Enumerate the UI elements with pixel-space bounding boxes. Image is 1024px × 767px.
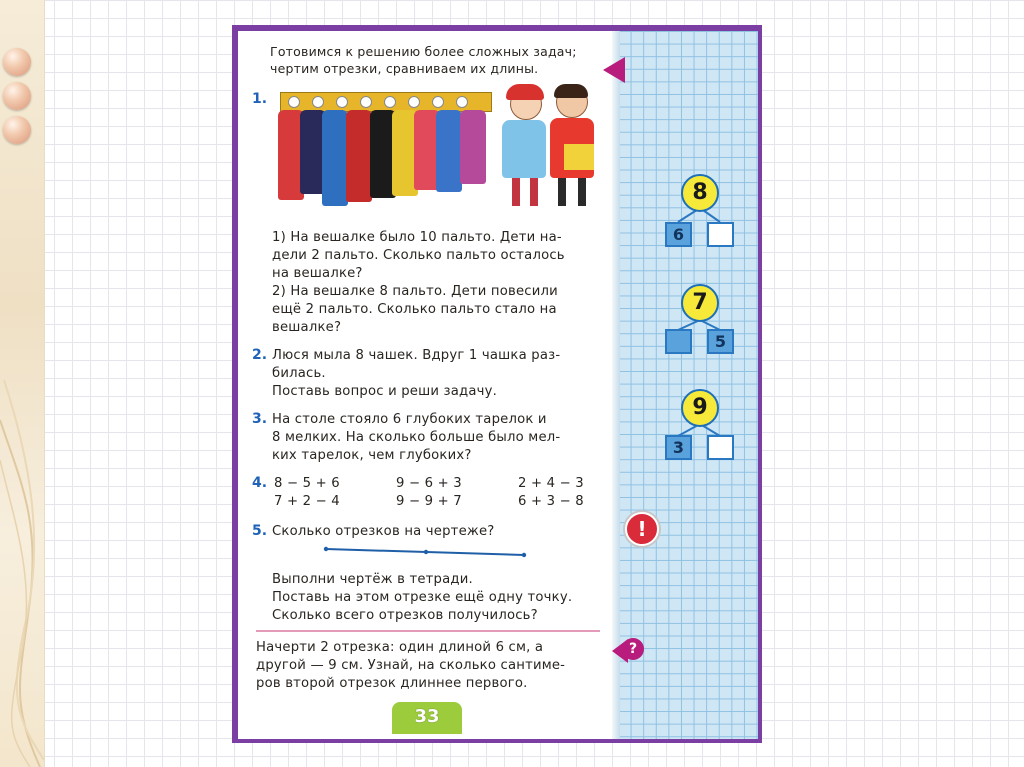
task1-line: на вешалке? — [272, 266, 363, 281]
decorative-border — [0, 0, 45, 767]
task2-line: Люся мыла 8 чашек. Вдруг 1 чашка раз- — [272, 348, 561, 363]
task3-line: ких тарелок, чем глубоких? — [272, 448, 472, 463]
bond-part: 5 — [707, 329, 734, 354]
coat-icon — [346, 110, 372, 202]
hook-icon — [360, 96, 372, 108]
task2-line: билась. — [272, 366, 326, 381]
task5-line: Поставь на этом отрезке ещё одну точку. — [272, 590, 573, 605]
task1-line: ещё 2 пальто. Сколько пальто стало на — [272, 302, 557, 317]
bond-whole: 9 — [681, 389, 719, 427]
wave-decoration — [0, 0, 44, 767]
coats-illustration — [274, 84, 604, 224]
warning-icon: ! — [625, 512, 659, 546]
segment-drawing — [320, 545, 530, 559]
bond-part-empty[interactable] — [707, 435, 734, 460]
expression: 9 − 9 + 7 — [396, 494, 462, 509]
segment-point — [424, 550, 428, 554]
task-number: 3. — [252, 411, 268, 427]
hook-icon — [288, 96, 300, 108]
bond-part-empty[interactable] — [665, 329, 692, 354]
girl-leg — [512, 178, 520, 206]
expression: 8 − 5 + 6 — [274, 476, 340, 491]
girl-hat — [506, 84, 544, 100]
task-number: 5. — [252, 523, 268, 539]
task-number: 2. — [252, 347, 268, 363]
hook-icon — [408, 96, 420, 108]
extra-task-line: Начерти 2 отрезка: один длиной 6 см, а — [256, 640, 544, 655]
segment-point — [324, 547, 328, 551]
girl-coat — [502, 120, 546, 178]
expression: 2 + 4 − 3 — [518, 476, 584, 491]
topic-marker-icon — [603, 57, 625, 83]
girl-leg — [530, 178, 538, 206]
task1-line: 2) На вешалке 8 пальто. Дети повесили — [272, 284, 558, 299]
boy-shirt — [564, 144, 594, 170]
coat-icon — [460, 110, 486, 184]
divider — [256, 630, 600, 632]
bond-whole: 7 — [681, 284, 719, 322]
page-number: 33 — [414, 706, 440, 727]
intro-line: Готовимся к решению более сложных задач; — [270, 44, 577, 59]
boy-leg — [558, 178, 566, 206]
task2-line: Поставь вопрос и реши задачу. — [272, 384, 498, 399]
bond-part-empty[interactable] — [707, 222, 734, 247]
task1-line: 1) На вешалке было 10 пальто. Дети на- — [272, 230, 562, 245]
extra-task-line: другой — 9 см. Узнай, на сколько сантиме- — [256, 658, 566, 673]
task3-line: На столе стояло 6 глубоких тарелок и — [272, 412, 547, 427]
segment-point — [522, 553, 526, 557]
hook-icon — [336, 96, 348, 108]
task1-line: вешалке? — [272, 320, 342, 335]
hook-icon — [312, 96, 324, 108]
task-number: 1. — [252, 91, 268, 107]
intro-line: чертим отрезки, сравниваем их длины. — [270, 61, 539, 76]
bead-icon — [3, 48, 31, 76]
hook-icon — [384, 96, 396, 108]
bond-part: 6 — [665, 222, 692, 247]
bond-part: 3 — [665, 435, 692, 460]
bond-whole: 8 — [681, 174, 719, 212]
boy-hair — [554, 84, 588, 98]
task5-line: Выполни чертёж в тетради. — [272, 572, 473, 587]
task3-line: 8 мелких. На сколько больше было мел- — [272, 430, 561, 445]
task5-question: Сколько отрезков на чертеже? — [272, 524, 495, 539]
bead-icon — [3, 116, 31, 144]
question-marker-icon — [612, 637, 642, 665]
bond-lines — [660, 170, 750, 480]
expression: 7 + 2 − 4 — [274, 494, 340, 509]
coat-icon — [322, 110, 348, 206]
page-fold — [612, 31, 620, 739]
question-icon: ? — [622, 638, 644, 660]
coat-icon — [436, 110, 462, 192]
boy-leg — [578, 178, 586, 206]
extra-task-line: ров второй отрезок длиннее первого. — [256, 676, 528, 691]
task5-line: Сколько всего отрезков получилось? — [272, 608, 538, 623]
task-number: 4. — [252, 475, 268, 491]
expression: 9 − 6 + 3 — [396, 476, 462, 491]
expression: 6 + 3 − 8 — [518, 494, 584, 509]
hook-icon — [432, 96, 444, 108]
hook-icon — [456, 96, 468, 108]
bead-icon — [3, 82, 31, 110]
task1-line: дели 2 пальто. Сколько пальто осталось — [272, 248, 565, 263]
